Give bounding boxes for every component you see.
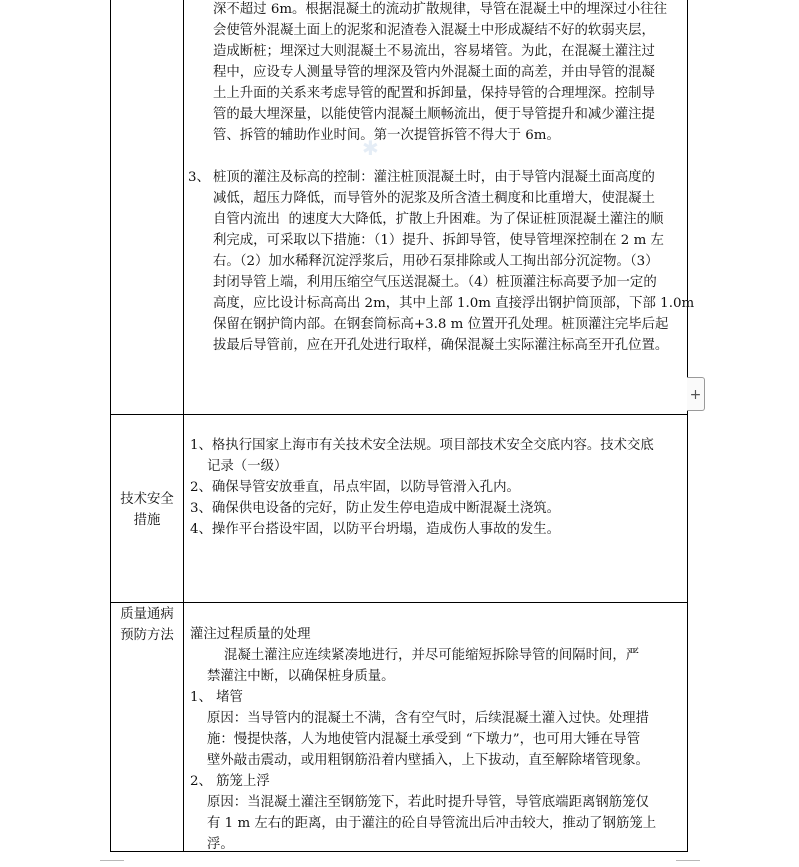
page-corner-mark-right xyxy=(676,860,700,861)
text-line: 施：慢提快落，人为地使管内混凝土承受到 “下墩力”，也可用大锤在导管 xyxy=(190,732,641,747)
table-left-border xyxy=(110,0,111,852)
text-line: 桩顶的灌注及标高的控制：灌注桩顶混凝土时，由于导管内混凝土面高度的 xyxy=(213,170,655,185)
add-row-button[interactable]: + xyxy=(687,377,705,411)
text-line: 管的最大埋深量，以能使管内混凝土顺畅流出，便于导管提升和减少灌注提 xyxy=(213,107,655,122)
table-column-divider xyxy=(183,0,184,852)
text-line: 4、操作平台搭设牢固，以防平台坍塌，造成伤人事故的发生。 xyxy=(190,522,561,537)
row-label-line: 技术安全 xyxy=(120,492,174,507)
text-line: 程中，应设专人测量导管的埋深及管内外混凝土面的高差，并由导管的混凝 xyxy=(213,65,655,80)
text-line: 壁外敲击震动，或用粗钢筋沿着内壁插入，上下拔动，直至解除堵管现象。 xyxy=(190,753,649,768)
text-line: 拔最后导管前，应在开孔处进行取样，确保混凝土实际灌注标高至开孔位置。 xyxy=(213,338,669,353)
section-heading: 灌注过程质量的处理 xyxy=(190,627,311,642)
page-corner-mark-left xyxy=(100,860,124,861)
table-right-border xyxy=(687,0,688,852)
row-label-line: 质量通病 xyxy=(120,607,174,622)
text-line: 右。（2）加水稀释沉淀浮浆后，用砂石泵排除或人工掏出部分沉淀物。（3） xyxy=(213,254,659,269)
text-line: 有 1 m 左右的距离，由于灌注的砼自导管流出后冲击较大，推动了钢筋笼上 xyxy=(190,816,657,831)
text-line: 封闭导管上端，利用压缩空气压送混凝土。（4）桩顶灌注标高要予加一定的 xyxy=(213,275,657,290)
watermark-mark: ✱ xyxy=(362,136,379,160)
text-line: 3、确保供电设备的完好，防止发生停电造成中断混凝土浇筑。 xyxy=(190,501,561,516)
text-line: 浮。 xyxy=(190,837,234,852)
item-number: 3、 xyxy=(188,170,210,185)
text-line: 减低，超压力降低，而导管外的泥浆及所含渣土稠度和比重增大，使混凝土 xyxy=(213,191,655,206)
text-line: 1、格执行国家上海市有关技术安全法规。项目部技术安全交底内容。技术交底 xyxy=(190,438,654,453)
text-line: 记录（一级） xyxy=(190,459,288,474)
text-line: 2、确保导管安放垂直，吊点牢固，以防导管滑入孔内。 xyxy=(190,480,520,495)
text-line: 造成断桩；埋深过大则混凝土不易流出，容易堵管。为此，在混凝土灌注过 xyxy=(213,44,655,59)
subsection-title: 1、 堵管 xyxy=(190,690,243,705)
text-line: 土上升面的关系来考虑导管的配置和拆卸量，保持导管的合理埋深。控制导 xyxy=(213,86,655,101)
text-line: 混凝土灌注应连续紧凑地进行，并尽可能缩短拆除导管的间隔时间，严 xyxy=(190,648,640,663)
table-row-divider-1 xyxy=(110,414,688,415)
subsection-title: 2、 筋笼上浮 xyxy=(190,774,270,789)
text-line: 高度，应比设计标高高出 2m，其中上部 1.0m 直接浮出钢护筒顶部，下部 1.0m xyxy=(213,296,695,311)
text-line: 管、拆管的辅助作业时间。第一次提管拆管不得大于 6m。 xyxy=(213,128,560,143)
text-line: 原因：当混凝土灌注至钢筋笼下，若此时提升导管，导管底端距离钢筋笼仅 xyxy=(190,795,649,810)
row-label-line: 措施 xyxy=(133,513,161,528)
text-line: 保留在钢护筒内部。在钢套筒标高+3.8 m 位置开孔处理。桩顶灌注完毕后起 xyxy=(213,317,669,332)
text-line: 利完成，可采取以下措施：（1）提升、拆卸导管，使导管埋深控制在 2 m 左 xyxy=(213,233,664,248)
table-row-divider-2 xyxy=(110,602,688,603)
text-line: 原因：当导管内的混凝土不满，含有空气时，后续混凝土灌入过快。处理措 xyxy=(190,711,649,726)
text-line: 深不超过 6m。根据混凝土的流动扩散规律，导管在混凝土中的埋深过小往往 xyxy=(213,2,667,17)
text-line: 自管内流出 的速度大大降低，扩散上升困难。为了保证桩顶混凝土灌注的顺 xyxy=(213,212,664,227)
text-line: 会使管外混凝土面上的泥浆和泥渣卷入混凝土中形成凝结不好的软弱夹层， xyxy=(213,23,655,38)
row-label-line: 预防方法 xyxy=(120,628,174,643)
text-line: 禁灌注中断，以确保桩身质量。 xyxy=(190,669,395,684)
